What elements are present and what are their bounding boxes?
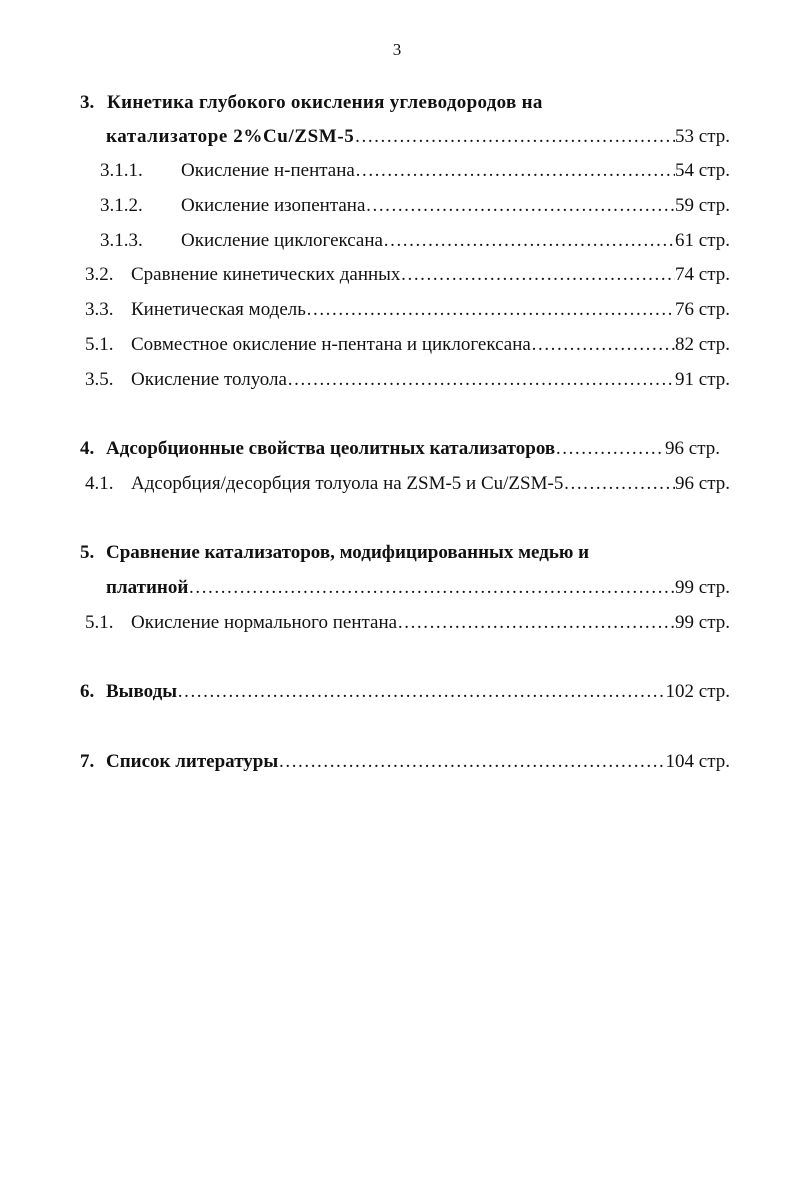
- toc-page: 61 стр.: [675, 230, 730, 251]
- toc-entry-7[interactable]: [80, 749, 730, 775]
- toc-number: 3.2.: [85, 264, 114, 285]
- page-number: 3: [392, 40, 402, 59]
- toc-page: 104 стр.: [665, 751, 730, 772]
- toc-number: 3.: [80, 92, 95, 113]
- toc-leader-dots: [188, 575, 675, 601]
- toc-leader-dots: [355, 158, 675, 184]
- toc-page: 91 стр.: [675, 369, 730, 390]
- toc-page: 74 стр.: [675, 264, 730, 285]
- toc-entry-5-1-joint[interactable]: [85, 332, 730, 358]
- toc-entry-3-1-1[interactable]: [100, 158, 730, 184]
- toc-title: Сравнение кинетических данных: [131, 264, 401, 285]
- toc-leader-dots: [563, 471, 675, 497]
- toc-page: 59 стр.: [675, 195, 730, 216]
- toc-title: Выводы: [106, 681, 178, 702]
- toc-number: 3.1.3.: [100, 230, 143, 251]
- toc-page: 96 стр.: [675, 473, 730, 494]
- toc-leader-dots: [365, 193, 675, 219]
- toc-leader-dots: [306, 297, 675, 323]
- toc-title: Окисление циклогексана: [181, 230, 383, 251]
- toc-title: платиной: [106, 577, 189, 598]
- toc-title: Адсорбция/десорбция толуола на ZSM-5 и Cu/ZSM-5: [131, 473, 564, 494]
- toc-number: 5.1.: [85, 334, 114, 355]
- toc-leader-dots: [177, 679, 665, 705]
- toc-entry-4[interactable]: [80, 436, 720, 462]
- toc-number: 3.1.2.: [100, 195, 143, 216]
- toc-entry-3-1-3[interactable]: [100, 228, 730, 254]
- toc-leader-dots: [400, 262, 675, 288]
- toc-title: Список литературы: [106, 751, 279, 772]
- toc-number: 3.1.1.: [100, 160, 143, 181]
- toc-number: 5.: [80, 542, 95, 563]
- toc-title: катализаторе 2%Cu/ZSM-5: [106, 126, 355, 147]
- toc-title: Окисление нормального пентана: [131, 612, 398, 633]
- toc-number: 3.3.: [85, 299, 114, 320]
- toc-entry-5-line1: [80, 540, 730, 566]
- toc-title: Совместное окисление н-пентана и циклогексана: [131, 334, 531, 355]
- toc-leader-dots: [278, 749, 665, 775]
- toc-title: Адсорбционные свойства цеолитных катализаторов: [106, 438, 556, 459]
- toc-number: 7.: [80, 751, 95, 772]
- toc-leader-dots: [397, 610, 675, 636]
- toc-title: Окисление толуола: [131, 369, 287, 390]
- toc-number: 6.: [80, 681, 95, 702]
- toc-entry-3-5[interactable]: [85, 367, 730, 393]
- toc-title: Окисление н-пентана: [181, 160, 355, 181]
- toc-entry-5[interactable]: [106, 575, 730, 601]
- toc-page: 82 стр.: [675, 334, 730, 355]
- toc-entry-3-1-2[interactable]: [100, 193, 730, 219]
- toc-title: Сравнение катализаторов, модифицированных медью и: [106, 542, 590, 563]
- toc-title: Кинетическая модель: [131, 299, 306, 320]
- toc-entry-3-line1: [80, 90, 730, 116]
- toc-entry-3[interactable]: [106, 124, 730, 150]
- toc-number: 3.5.: [85, 369, 114, 390]
- toc-leader-dots: [287, 367, 675, 393]
- toc-title: Окисление изопентана: [181, 195, 366, 216]
- toc-entry-5-1[interactable]: [85, 610, 730, 636]
- toc-page: 54 стр.: [675, 160, 730, 181]
- toc-entry-4-1[interactable]: [85, 471, 730, 497]
- toc-entry-6[interactable]: [80, 679, 730, 705]
- toc-leader-dots: [555, 436, 665, 462]
- toc-page: 53 стр.: [675, 126, 730, 147]
- toc-page: 76 стр.: [675, 299, 730, 320]
- toc-number: 5.1.: [85, 612, 114, 633]
- toc-leader-dots: [354, 124, 675, 150]
- toc-leader-dots: [383, 228, 675, 254]
- toc-page: 102 стр.: [665, 681, 730, 702]
- toc-leader-dots: [531, 332, 675, 358]
- toc-page: 96 стр.: [665, 438, 720, 459]
- toc-title: Кинетика глубокого окисления углеводородов на: [107, 92, 543, 113]
- toc-page: 99 стр.: [675, 577, 730, 598]
- toc-number: 4.1.: [85, 473, 114, 494]
- toc-number: 4.: [80, 438, 95, 459]
- toc-page: 99 стр.: [675, 612, 730, 633]
- toc-entry-3-2[interactable]: [85, 262, 730, 288]
- toc-entry-3-3[interactable]: [85, 297, 730, 323]
